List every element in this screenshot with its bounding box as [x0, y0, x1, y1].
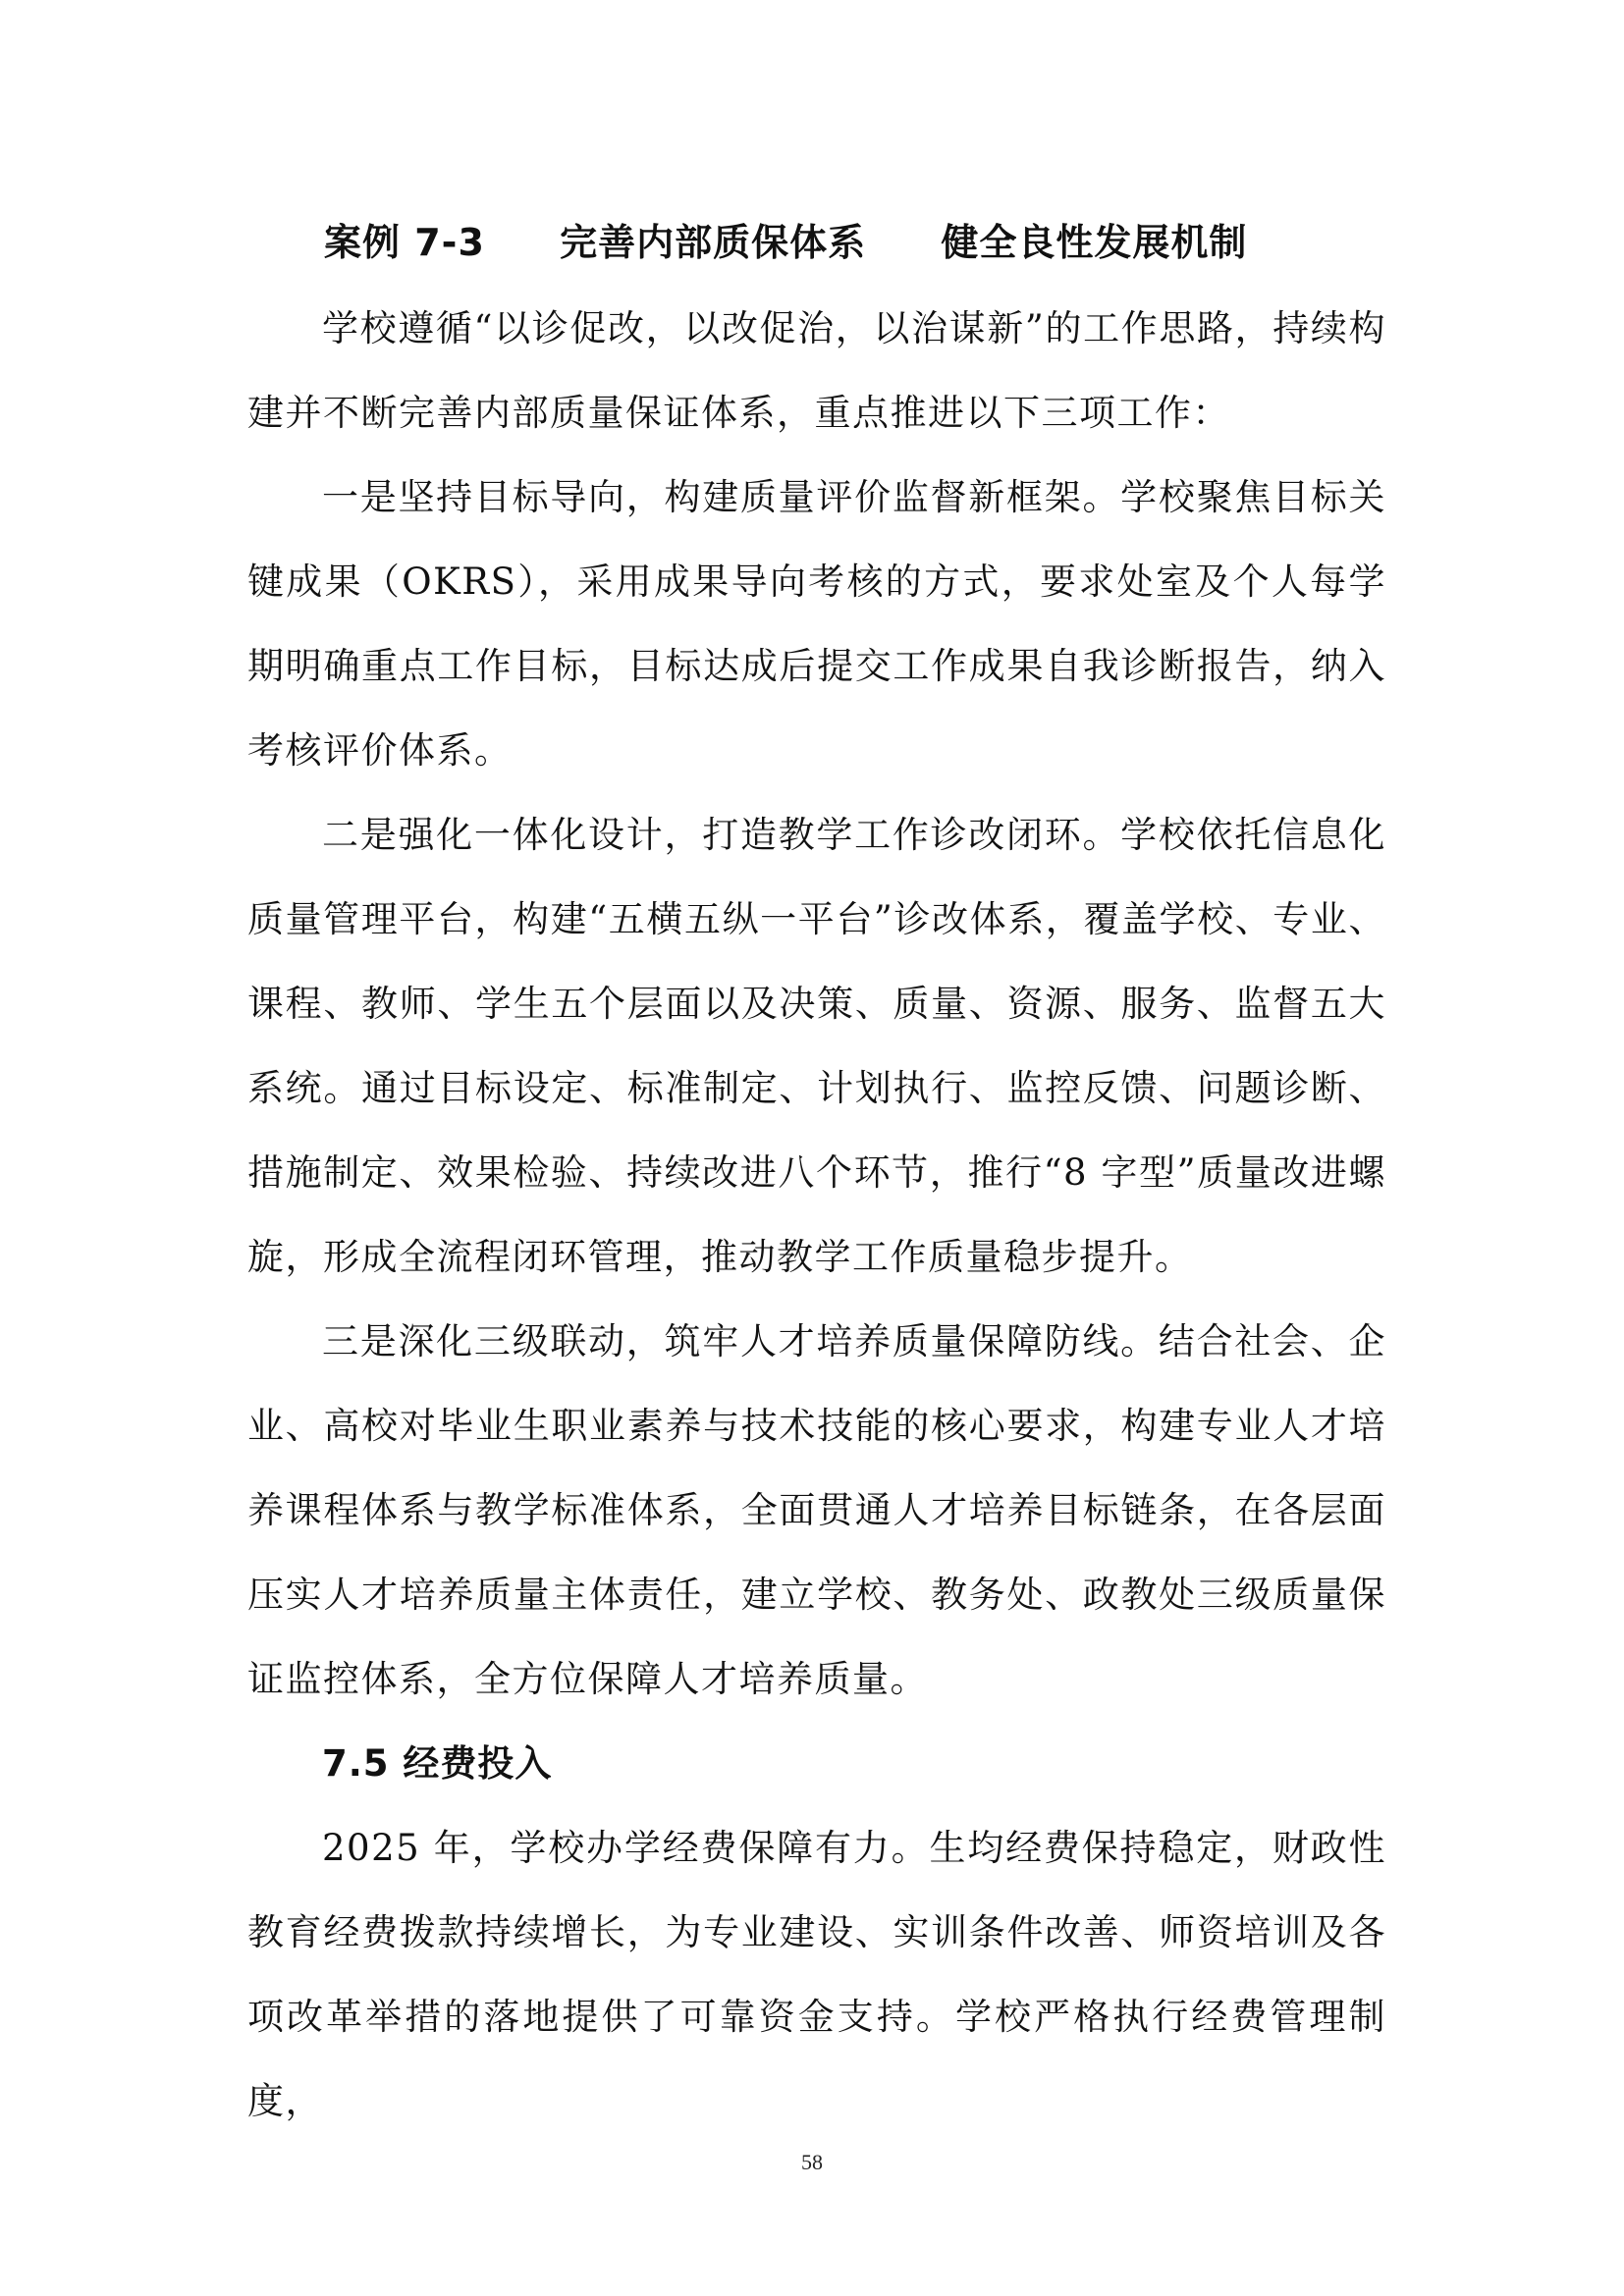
- case-title-part2: 健全良性发展机制: [941, 221, 1248, 264]
- page-number: 58: [801, 2150, 823, 2174]
- section-paragraph: 2025 年，学校办学经费保障有力。生均经费保持稳定，财政性教育经费拨款持续增长，为专业建设、实训条件改善、师资培训及各项改革举措的落地提供了可靠资金支持。学校严格执行经费管理制度，: [247, 1827, 1386, 2122]
- section-title: 7.5 经费投入: [322, 1742, 553, 1785]
- body-text: [247, 287, 1386, 2144]
- case-title-label: 案例 7-3: [324, 221, 485, 264]
- case-title: [324, 208, 1404, 277]
- case-title-part1: 完善内部质保体系: [560, 221, 867, 264]
- paragraph-intro: 学校遵循“以诊促改，以改促治，以治谋新”的工作思路，持续构建并不断完善内部质量保证体系，重点推进以下三项工作：: [247, 307, 1386, 434]
- paragraph-item-3: 三是深化三级联动，筑牢人才培养质量保障防线。结合社会、企业、高校对毕业生职业素养与技术技能的核心要求，构建专业人才培养课程体系与教学标准体系，全面贯通人才培养目标链条，在各层面压实人才培养质量主体责任，建立学校、教务处、政教处三级质量保证监控体系，全方位保障人才培养质量。: [247, 1320, 1386, 1700]
- paragraph-item-2: 二是强化一体化设计，打造教学工作诊改闭环。学校依托信息化质量管理平台，构建“五横五纵一平台”诊改体系，覆盖学校、专业、课程、教师、学生五个层面以及决策、质量、资源、服务、监督五大系统。通过目标设定、标准制定、计划执行、监控反馈、问题诊断、措施制定、效果检验、持续改进八个环节，推行“8 字型”质量改进螺旋，形成全流程闭环管理，推动教学工作质量稳步提升。: [247, 814, 1386, 1278]
- paragraph-item-1: 一是坚持目标导向，构建质量评价监督新框架。学校聚焦目标关键成果（OKRS），采用成果导向考核的方式，要求处室及个人每学期明确重点工作目标，目标达成后提交工作成果自我诊断报告，纳入考核评价体系。: [247, 476, 1386, 772]
